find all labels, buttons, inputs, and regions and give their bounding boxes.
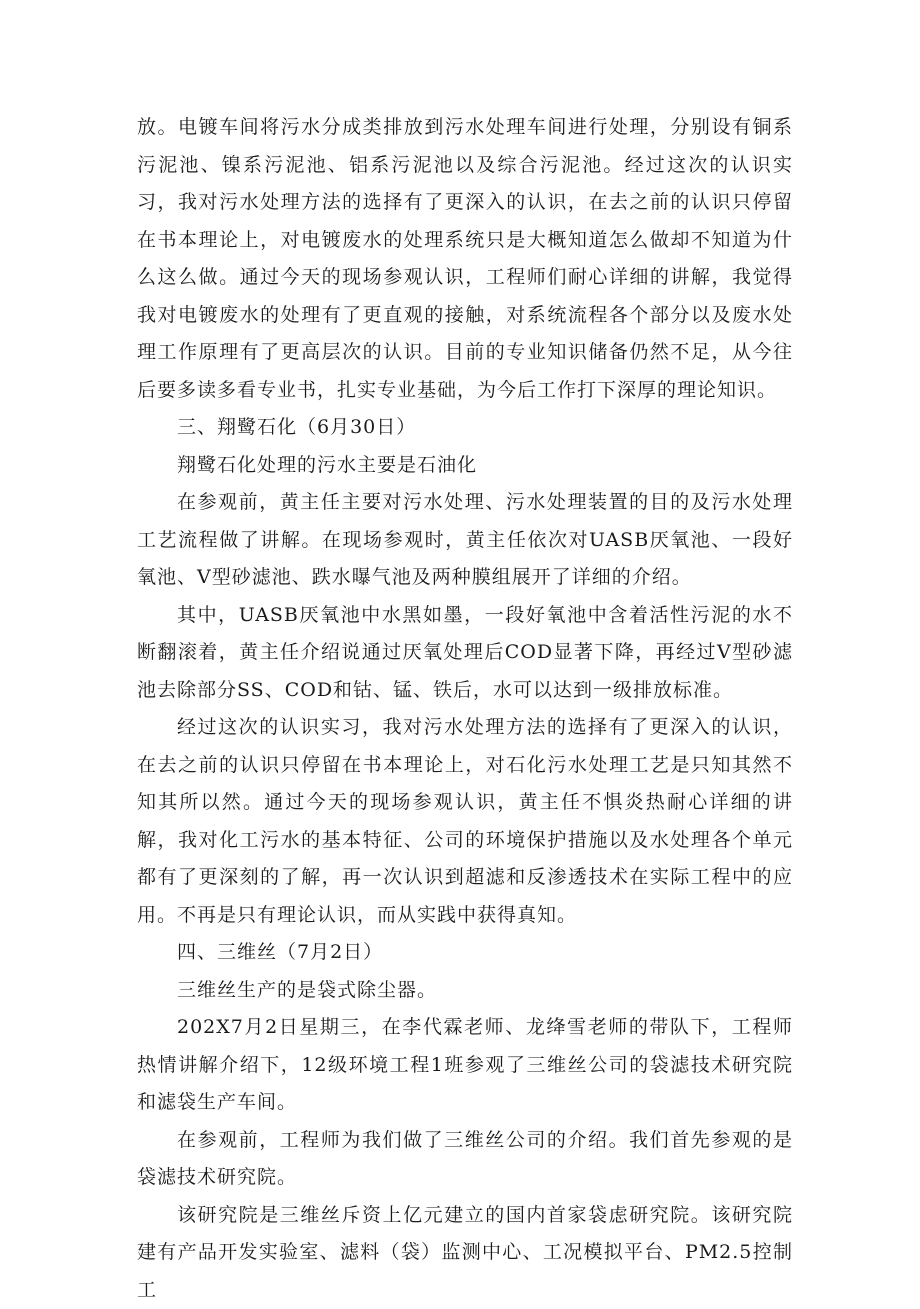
paragraph-xianglu-reflection: 经过这次的认识实习，我对污水处理方法的选择有了更深入的认识，在去之前的认识只停留在书本理论上，对石化污水处理工艺是只知其然不知其所以然。通过今天的现场参观认识，黄主任不惧炎热耐心详细的讲解，我对化工污水的基本特征、公司的环境保护措施以及水处理各个单元都有了更深刻的了解，再一次认识到超滤和反渗透技术在实际工程中的应用。不再是只有理论认识，而从实践中获得真知。 bbox=[137, 709, 793, 934]
paragraph-sanweisi-intro: 三维丝生产的是袋式除尘器。 bbox=[137, 972, 793, 1010]
paragraph-xianglu-visit: 在参观前，黄主任主要对污水处理、污水处理装置的目的及污水处理工艺流程做了讲解。在现场参观时，黄主任依次对UASB厌氧池、一段好氧池、V型砂滤池、跌水曝气池及两种膜组展开了详细的介绍。 bbox=[137, 484, 793, 597]
section-heading-xianglu: 三、翔鹭石化（6月30日） bbox=[137, 409, 793, 447]
paragraph-sanweisi-visit: 在参观前，工程师为我们做了三维丝公司的介绍。我们首先参观的是袋滤技术研究院。 bbox=[137, 1122, 793, 1197]
paragraph-sanweisi-date: 202X7月2日星期三，在李代霖老师、龙绛雪老师的带队下，工程师热情讲解介绍下，12级环境工程1班参观了三维丝公司的袋滤技术研究院和滤袋生产车间。 bbox=[137, 1009, 793, 1122]
document-body bbox=[137, 109, 793, 1309]
section-heading-sanweisi: 四、三维丝（7月2日） bbox=[137, 934, 793, 972]
paragraph-continuation: 放。电镀车间将污水分成类排放到污水处理车间进行处理，分别设有铜系污泥池、镍系污泥池、铝系污泥池以及综合污泥池。经过这次的认识实习，我对污水处理方法的选择有了更深入的认识，在去之前的认识只停留在书本理论上，对电镀废水的处理系统只是大概知道怎么做却不知道为什么这么做。通过今天的现场参观认识，工程师们耐心详细的讲解，我觉得我对电镀废水的处理有了更直观的接触，对系统流程各个部分以及废水处理工作原理有了更高层次的认识。目前的专业知识储备仍然不足，从今往后要多读多看专业书，扎实专业基础，为今后工作打下深厚的理论知识。 bbox=[137, 109, 793, 409]
paragraph-xianglu-intro: 翔鹭石化处理的污水主要是石油化 bbox=[137, 447, 793, 485]
paragraph-sanweisi-institute: 该研究院是三维丝斥资上亿元建立的国内首家袋虑研究院。该研究院建有产品开发实验室、滤料（袋）监测中心、工况模拟平台、PM2.5控制工 bbox=[137, 1197, 793, 1309]
paragraph-xianglu-detail: 其中，UASB厌氧池中水黑如墨，一段好氧池中含着活性污泥的水不断翻滚着，黄主任介绍说通过厌氧处理后COD显著下降，再经过V型砂滤池去除部分SS、COD和钴、锰、铁后，水可以达到一级排放标准。 bbox=[137, 597, 793, 710]
